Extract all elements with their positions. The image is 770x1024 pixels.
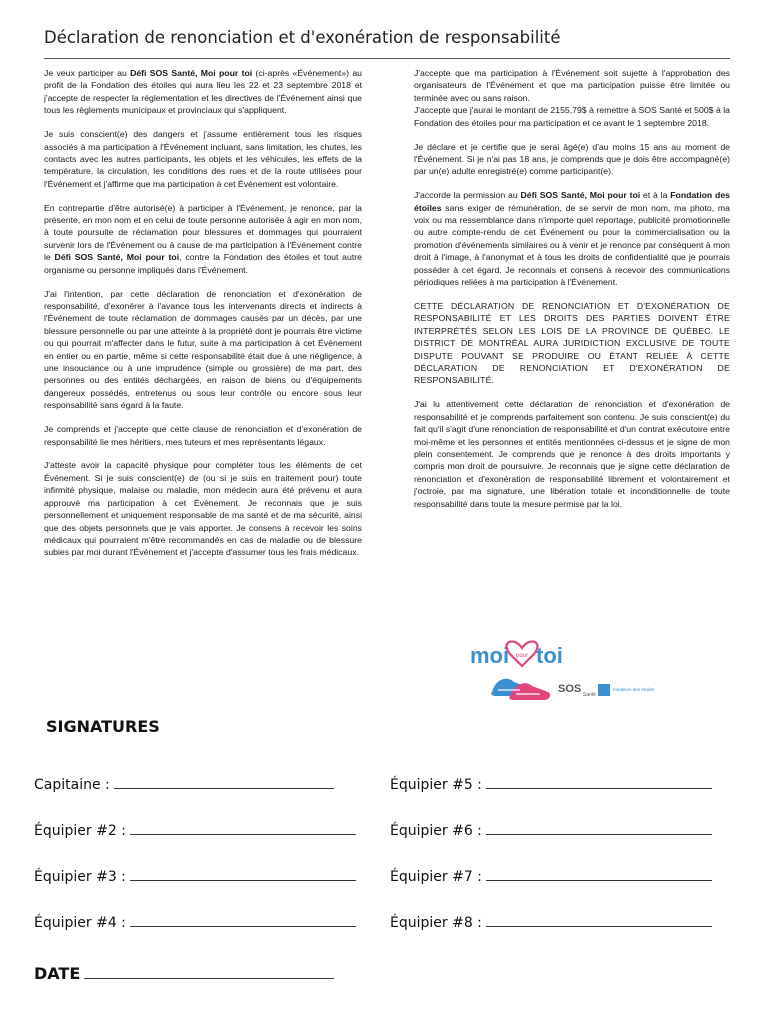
text-run: En contrepartie d'être autorisé(e) à participer à l'Événement, je renonce, par la présente, en mon nom et en celui de toute personne autorisée à agir en mon nom, à toute poursuite de réclamation pour blessures et dommages qui pourraient survenir lors de l'Événement ou à cause de ma participation à l'Événement contre le xyxy=(44,202,362,263)
sante-logo-text: Santé xyxy=(583,692,597,698)
signature-label: Équipier #4 : xyxy=(34,915,126,931)
event-name: Défi SOS Santé, Moi pour toi xyxy=(520,190,641,201)
signature-row-player-8 xyxy=(390,915,712,931)
signature-row-captain xyxy=(34,777,334,793)
signature-line-player-8[interactable] xyxy=(486,925,712,927)
text-run: , contre la Fondation des étoiles et tout autre organisme ou personne impliqués dans l'Événement. xyxy=(44,252,362,275)
paragraph-age: Je déclare et je certifie que je serai âgé(e) d'au moins 15 ans au moment de l'Événement. Si je n'ai pas 18 ans, je comprends que je dois être accompagné(e) par un(e) adulte enregistré(e) comme participant(e). xyxy=(414,141,730,177)
signature-line-player-6[interactable] xyxy=(486,833,712,835)
paragraph-image-rights xyxy=(414,189,730,288)
signature-line-player-3[interactable] xyxy=(130,879,356,881)
logo-word-toi: toi xyxy=(536,643,563,668)
sos-logo-text: SOS xyxy=(558,683,582,695)
fondation-logo-text: fondation des étoiles xyxy=(613,687,655,692)
paragraph-jurisdiction: CETTE DÉCLARATION DE RENONCIATION ET D'EXONÉRATION DE RESPONSABILITÉ ET LES DROITS DES PARTIES DOIVENT ÊTRE INTERPRÉTÉS SELON LES LOIS DE LA PROVINCE DE QUÉBEC. LE DISTRICT DE MONTRÉAL AURA JURIDICTION EXCLUSIVE DE TOUTE DISPUTE POUVANT SE PRODUIRE OU ÉTANT RELIÉE À CETTE DÉCLARATION DE RENONCIATION ET D'EXONÉRATION DE RESPONSABILITÉ. xyxy=(414,301,730,386)
paragraph-acknowledgement: J'ai lu attentivement cette déclaration de renonciation et d'exonération de responsabilité et je comprends parfaitement son contenu. Je suis conscient(e) du fait qu'il s'agit d'une renonciation de responsabilité et d'un contrat exécutoire entre moi-même et les personnes et entités mentionnées ci-dessus et je signe de mon plein consentement. Je comprends que je renonce à des droits importants y compris mon droit de poursuivre. Je reconnais que je signe cette déclaration de renonciation et d'exonération de responsabilité librement et volontairement et j'octroie, par ma signature, une libération totale et inconditionnelle de toute responsabilité dans toute la mesure permise par la loi. xyxy=(414,399,730,509)
paragraph-intention: J'ai l'intention, par cette déclaration de renonciation et d'exonération de responsabilité, d'exonérer à l'avance tous les intervenants directs et indirects à l'Événement de toute réclamation de dommages causés par un décès, par une blessure personnelle ou par une atteinte à la propriété dont je pourrais être victime ou qui pourrait m'affecter dans le futur, suite à ma participation à cet Événement en entier ou en partie, même si cette responsabilité était due à une négligence, à une insouciance ou à une imprudence (simple ou grossière) de ma part, des personnes ou des entités déchargées, en raison de biens ou d'équipements dangereux possédés, entretenus ou sous leur contrôle ou encore sous leur responsabilité sans égard à la faute. xyxy=(44,288,362,411)
document-title: Déclaration de renonciation et d'exonération de responsabilité xyxy=(44,28,561,47)
signature-line-player-7[interactable] xyxy=(486,879,712,881)
paragraph-waiver xyxy=(44,202,362,276)
signature-row-player-6 xyxy=(390,823,712,839)
paragraph-heirs: Je comprends et j'accepte que cette clause de renonciation et d'exonération de responsabilité lie mes héritiers, mes tuteurs et mes représentants légaux. xyxy=(44,424,362,447)
signature-label: Équipier #3 : xyxy=(34,869,126,885)
logo-word-moi: moi xyxy=(470,643,510,668)
date-line[interactable] xyxy=(84,978,334,979)
right-column xyxy=(414,67,730,522)
signature-line-player-4[interactable] xyxy=(130,925,356,927)
signature-label: Capitaine : xyxy=(34,777,110,793)
text-run: et à la xyxy=(640,190,671,201)
running-shoes-icon xyxy=(491,679,550,700)
signature-label: Équipier #5 : xyxy=(390,777,482,793)
signature-line-captain[interactable] xyxy=(114,787,334,789)
signature-row-player-4 xyxy=(34,915,356,931)
date-row xyxy=(34,964,334,983)
left-column xyxy=(44,67,362,570)
text-run: Je veux participer au xyxy=(44,68,131,78)
signature-row-player-5 xyxy=(390,777,712,793)
signature-row-player-2 xyxy=(34,823,356,839)
event-name: Défi SOS Santé, Moi pour toi xyxy=(130,68,253,78)
title-divider xyxy=(44,58,730,59)
text-run: sans exiger de rémunération, de se servir de mon nom, ma photo, ma voix ou ma ressemblance dans n'importe quel reportage, publicité promotionnelle ou autre compte-rendu de cet Événement ou pour la commercialisation ou la promotion d'événements similaires ou à venir et je renonce par conséquent à mon droit à l'image, à l'anonymat et à tous les droits de confidentialité que je pourrais posséder à cet égard. Je reconnais et consens à recevoir des communications périodiques reliées à ma participation à l'Événement. xyxy=(414,202,730,288)
event-name: Défi SOS Santé, Moi pour toi xyxy=(54,252,180,263)
signatures-heading: SIGNATURES xyxy=(46,717,160,736)
logo-word-pour: pour xyxy=(516,653,529,659)
paragraph-approval: J'accepte que ma participation à l'Événement soit sujette à l'approbation des organisateurs de l'Événement et que ma participation puisse être limitée ou terminée avec ou sans raison. xyxy=(414,68,730,103)
signature-row-player-3 xyxy=(34,869,356,885)
signature-label: Équipier #7 : xyxy=(390,869,482,885)
signature-label: Équipier #8 : xyxy=(390,915,482,931)
paragraph-physical: J'atteste avoir la capacité physique pour compléter tous les éléments de cet Événement. Si je suis conscient(e) de (ou si je suis en traitement pour) toute infirmité physique, malaise ou maladie, mon médecin aura été prévenu et aura approuvé ma participation à cet Événement. Je reconnais que je suis personnellement et uniquement responsable de ma santé et de ma sécurité, ainsi que des objets personnels que je vais apporter. Je consens à recevoir les soins médicaux qui pourraient m'être recommandés en cas de maladie ou de blessure subies par moi durant l'Événement et j'accepte d'assumer tous les frais médicaux. xyxy=(44,460,362,558)
event-logo xyxy=(470,630,660,715)
fondation-logo-mark xyxy=(598,684,610,696)
paragraph-amount: J'accepte que j'aurai le montant de 2155,79$ à remettre à SOS Santé et 500$ à la Fondation des étoiles pour ma participation et ce avant le 1 septembre 2018. xyxy=(414,105,730,128)
signature-line-player-2[interactable] xyxy=(130,833,356,835)
signature-label: Équipier #6 : xyxy=(390,823,482,839)
text-run: J'accorde la permission au xyxy=(414,190,521,201)
date-label: DATE xyxy=(34,964,81,983)
text-run: (ci-après «Événement») au profit de la Fondation des étoiles qui aura lieu les 22 et 23 septembre 2018 et j'accepte de respecter la réglementation et les directives de l'Événement ainsi que tous les règlements municipaux et provinciaux qui s'appliquent. xyxy=(44,68,362,116)
signature-row-player-7 xyxy=(390,869,712,885)
foundation-name: Fondation des étoiles xyxy=(414,190,730,213)
signature-line-player-5[interactable] xyxy=(486,787,712,789)
paragraph-risks: Je suis conscient(e) des dangers et j'assume entièrement tous les risques associés à ma participation à l'Événement incluant, sans limitation, les chutes, les contacts avec les autres participants, les objets et les véhicules, les effets de la température, la circulation, les conditions des rues et de la route utilisées pour l'Événement et j'affirme que ma participation à cet Événement est volontaire. xyxy=(44,129,362,189)
signature-label: Équipier #2 : xyxy=(34,823,126,839)
paragraph-participation xyxy=(44,67,362,117)
